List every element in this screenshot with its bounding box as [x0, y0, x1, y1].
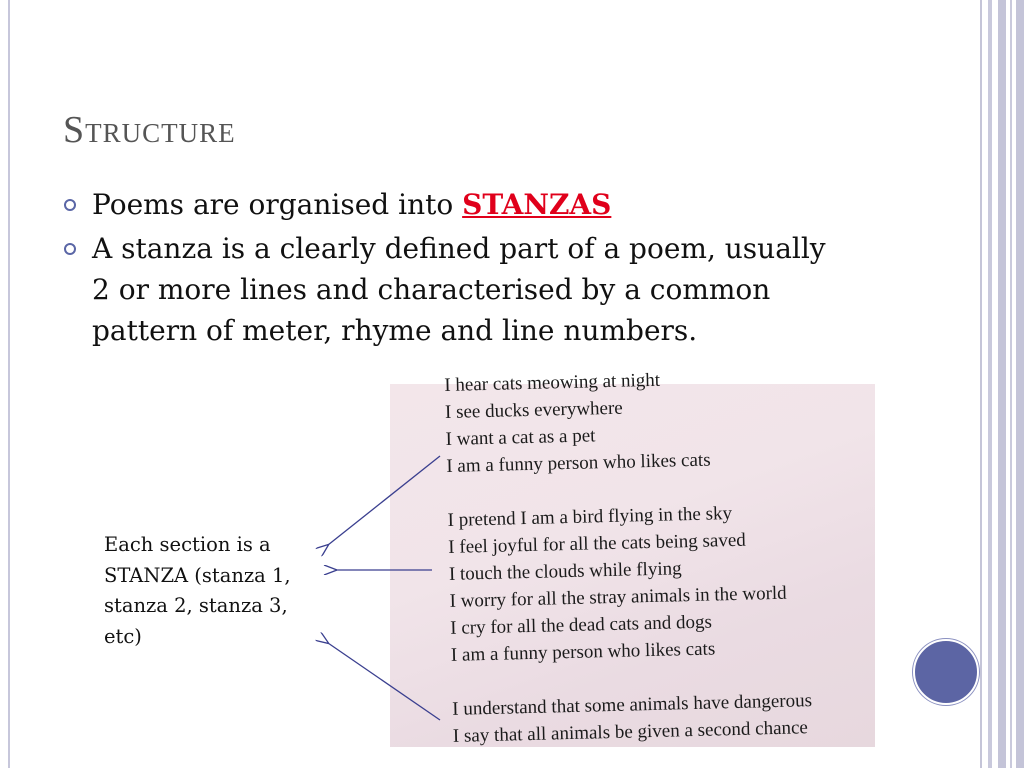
poem-line: I feel joyful for all the cats being saved — [448, 529, 747, 558]
poem-line: I understand that some animals have dangerous — [451, 690, 813, 720]
caption-text: Each section is a STANZA (stanza 1, stanza 2, stanza 3, etc) — [104, 533, 291, 648]
poem-line: I see ducks everywhere — [444, 397, 623, 423]
arrow-to-stanza-1 — [328, 456, 440, 545]
poem-line: I cry for all the dead cats and dogs — [450, 611, 713, 639]
arrow-to-stanza-3 — [328, 643, 440, 720]
stanzas-emphasis: STANZAS — [462, 188, 612, 221]
poem-line: I pretend I am a bird flying in the sky — [447, 503, 733, 531]
poem-line: I say that all animals be given a second chance — [452, 717, 809, 747]
slide-title: Structure — [63, 109, 236, 151]
circle-decoration — [913, 639, 979, 705]
poem-line: I am a funny person who likes cats — [450, 638, 716, 666]
poem-line: I am a funny person who likes cats — [446, 449, 711, 477]
poem-line: I worry for all the stray animals in the world — [449, 582, 787, 612]
bullet-text: A stanza is a clearly defined part of a poem, usually 2 or more lines and characterised by a common pattern of meter, rhyme and line numbers. — [92, 232, 826, 347]
poem-line: I hear cats meowing at night — [444, 369, 661, 396]
poem-line: I touch the clouds while flying — [448, 558, 682, 585]
poem-line: I want a cat as a pet — [445, 425, 596, 450]
bullet-text: Poems are organised into — [92, 188, 463, 221]
